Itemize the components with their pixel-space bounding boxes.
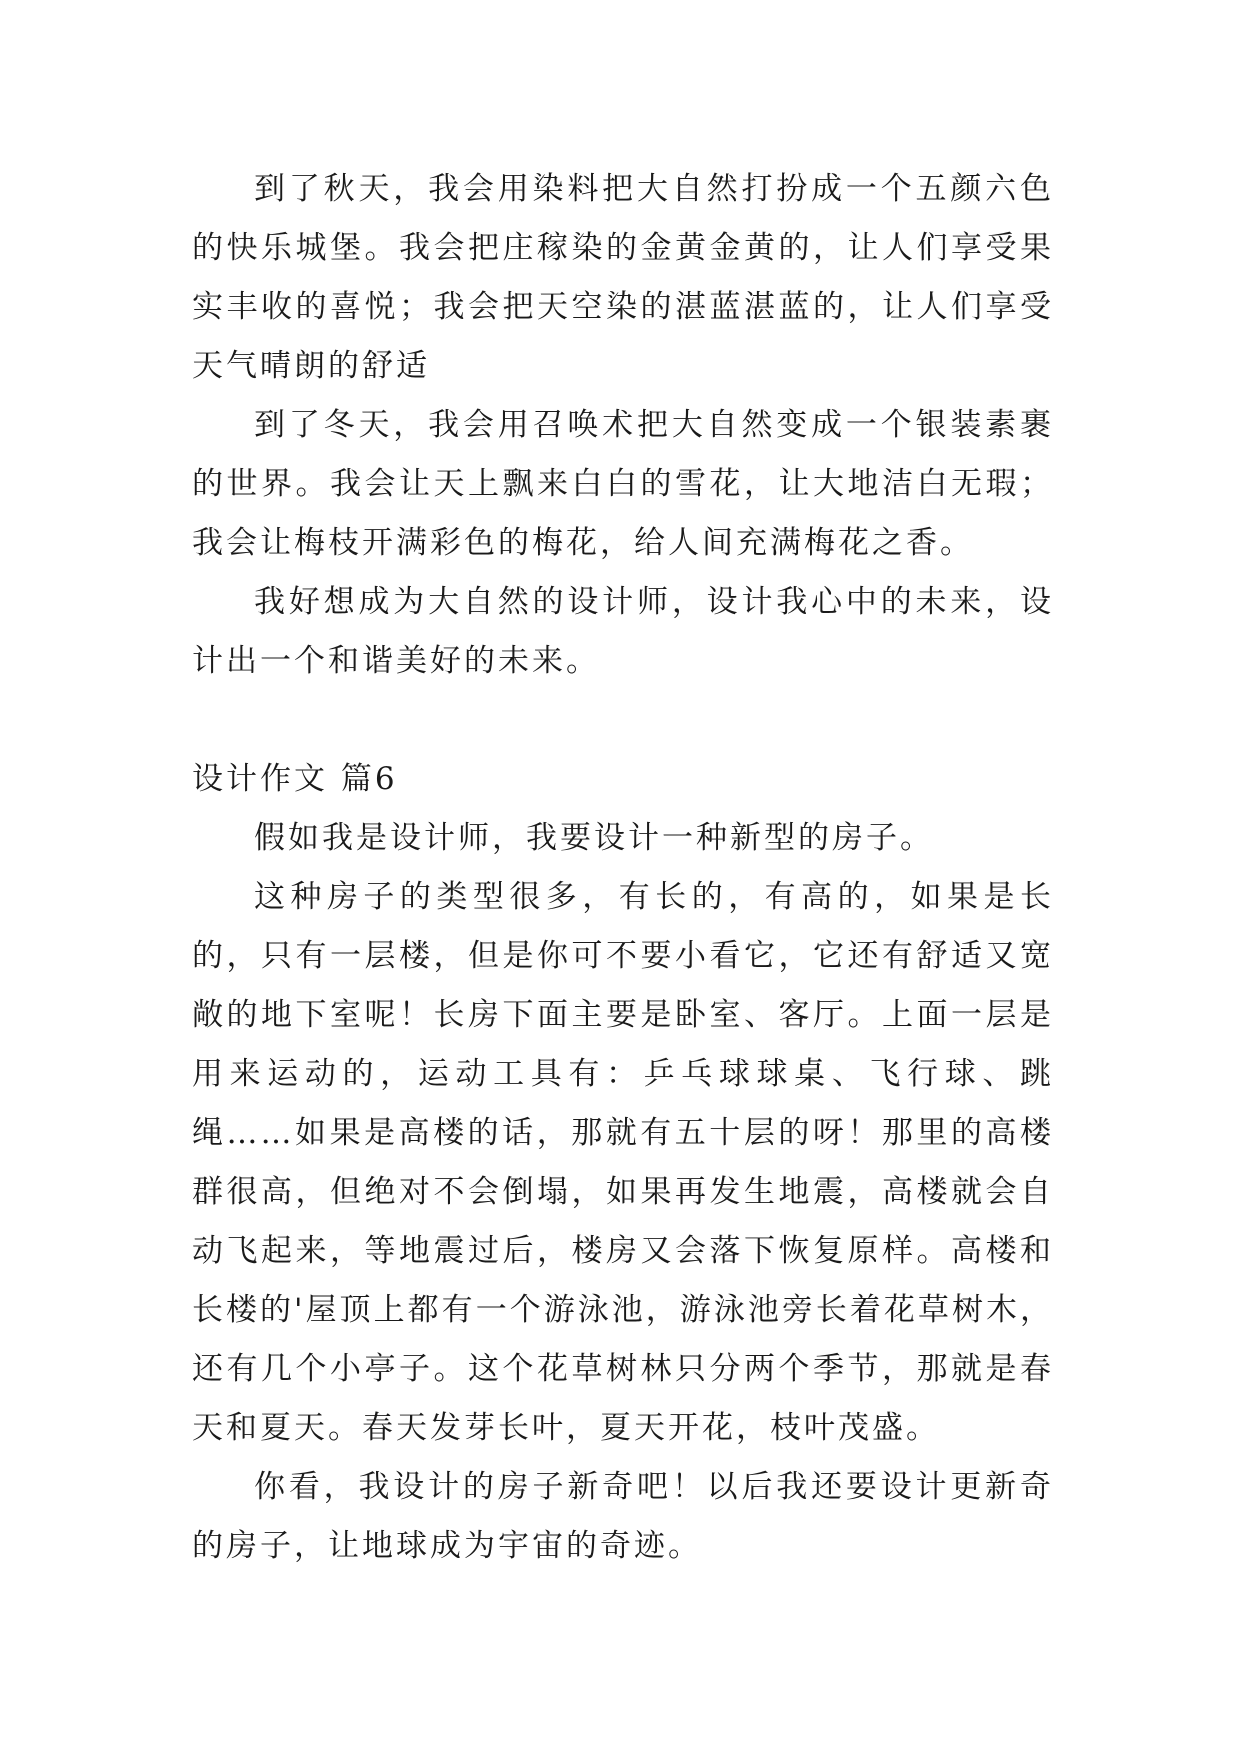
- paragraph-conclusion: 我好想成为大自然的设计师，设计我心中的未来，设计出一个和谐美好的未来。: [192, 584, 1054, 679]
- paragraph-autumn: 到了秋天，我会用染料把大自然打扮成一个五颜六色的快乐城堡。我会把庄稼染的金黄金黄的，让人们享受果实丰收的喜悦；我会把天空染的湛蓝湛蓝的，让人们享受天气晴朗的舒适: [192, 171, 1054, 384]
- paragraph-winter: 到了冬天，我会用召唤术把大自然变成一个银装素裹的世界。我会让天上飘来白白的雪花，让大地洁白无瑕；我会让梅枝开满彩色的梅花，给人间充满梅花之香。: [192, 407, 1054, 561]
- document-page: [192, 160, 1054, 1576]
- paragraph-closing: 你看，我设计的房子新奇吧！以后我还要设计更新奇的房子，让地球成为宇宙的奇迹。: [192, 1469, 1054, 1564]
- paragraph-house-description: 这种房子的类型很多，有长的，有高的，如果是长的，只有一层楼，但是你可不要小看它，它还有舒适又宽敞的地下室呢！长房下面主要是卧室、客厅。上面一层是用来运动的，运动工具有：乒乓球球桌、飞行球、跳绳……如果是高楼的话，那就有五十层的呀！那里的高楼群很高，但绝对不会倒塌，如果再发生地震，高楼就会自动飞起来，等地震过后，楼房又会落下恢复原样。高楼和长楼的'屋顶上都有一个游泳池，游泳池旁长着花草树木，还有几个小亭子。这个花草树林只分两个季节，那就是春天和夏天。春天发芽长叶，夏天开花，枝叶茂盛。: [192, 879, 1054, 1446]
- paragraph-intro: 假如我是设计师，我要设计一种新型的房子。: [254, 820, 934, 856]
- essay-heading: 设计作文 篇6: [192, 761, 398, 797]
- essay-section-6: [192, 750, 1054, 1576]
- essay-section-continued: [192, 160, 1054, 691]
